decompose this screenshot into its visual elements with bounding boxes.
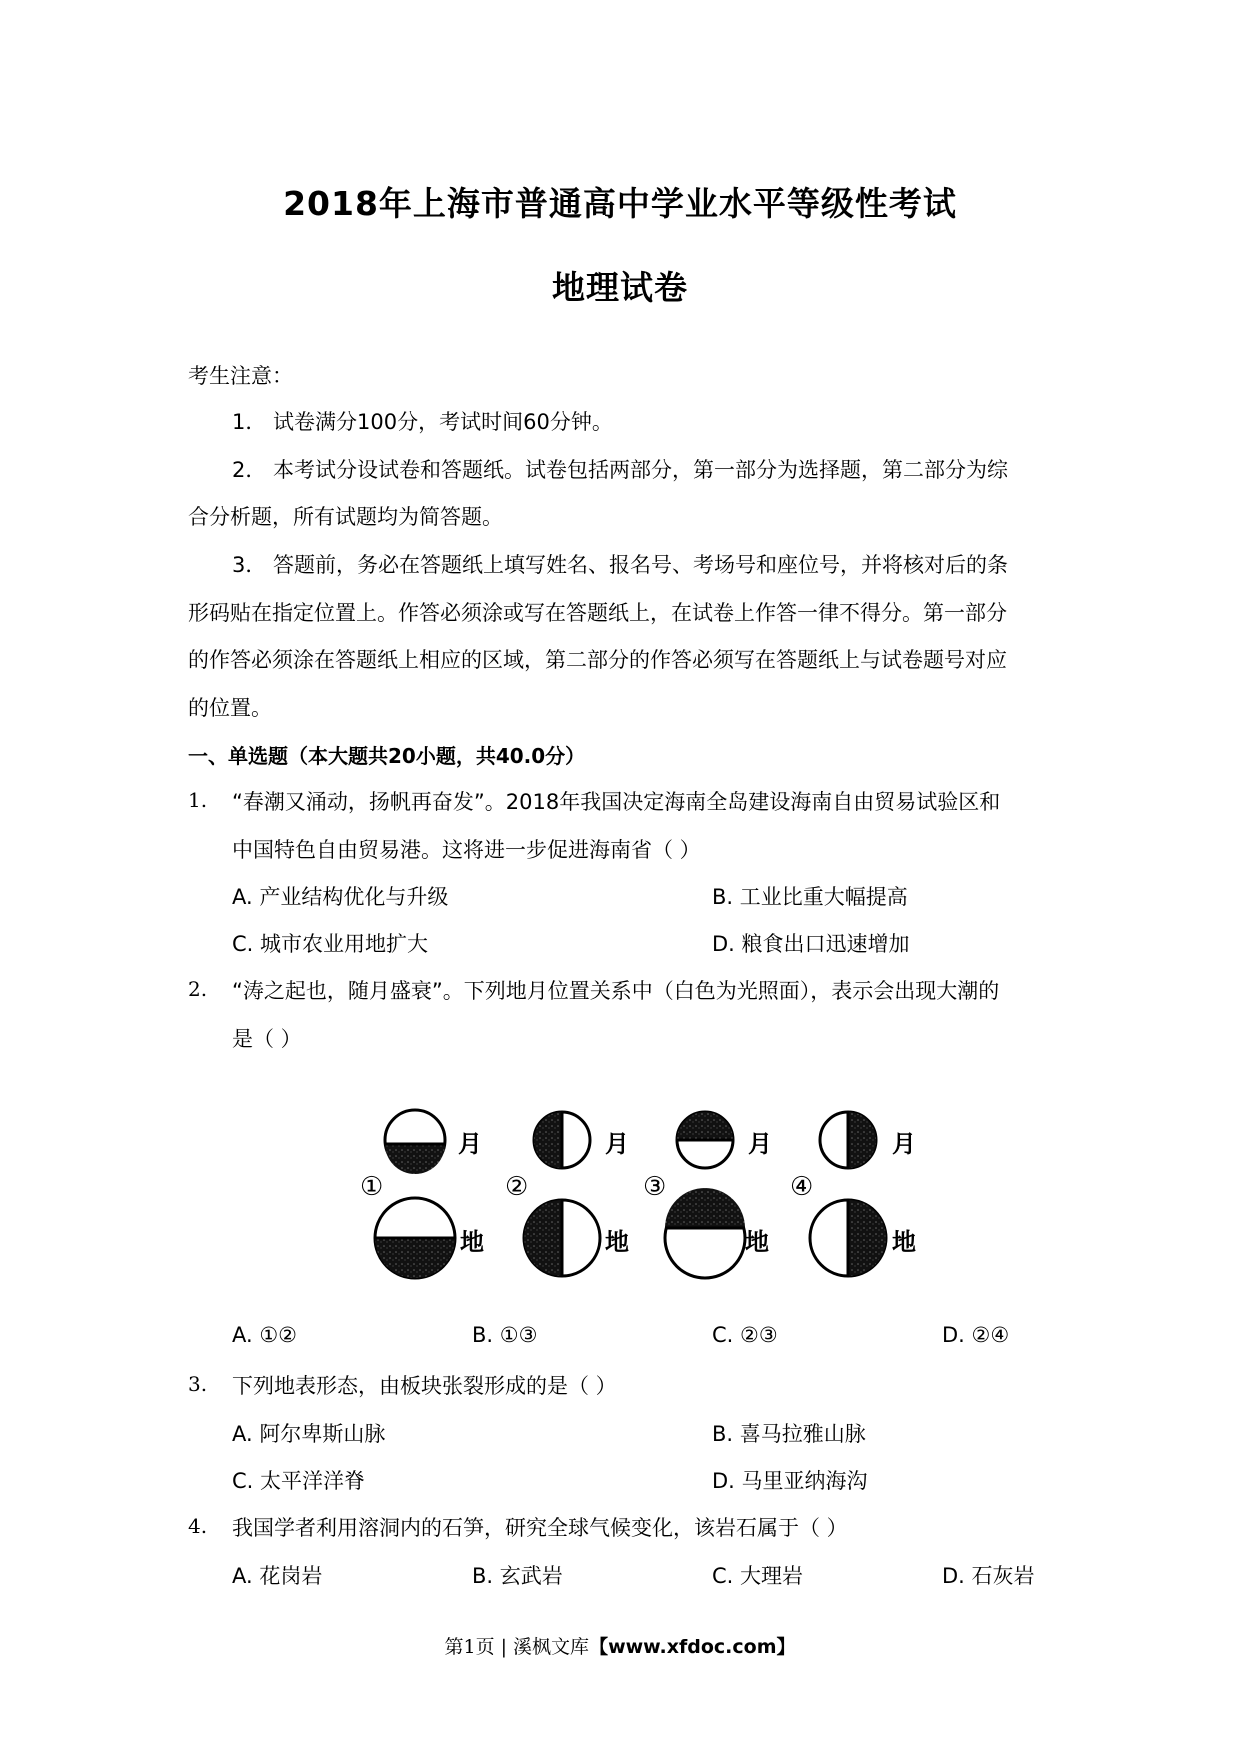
option-d[interactable]: D. 粮食出口迅速增加	[712, 932, 910, 956]
figure-option-4	[790, 1112, 916, 1276]
earth-label: 地	[605, 1228, 629, 1256]
option-b[interactable]: B. 喜马拉雅山脉	[712, 1422, 866, 1446]
option-c[interactable]: C. 太平洋洋脊	[232, 1469, 366, 1493]
option-d[interactable]: D. 马里亚纳海沟	[712, 1469, 868, 1493]
question-number: 1.	[188, 788, 208, 812]
earth-label: 地	[745, 1228, 769, 1256]
section-heading: 一、单选题（本大题共20小题，共40.0分）	[188, 744, 586, 768]
moon-label: 月	[892, 1130, 916, 1158]
moon-label: 月	[748, 1130, 772, 1158]
figure-option-3	[643, 1112, 772, 1278]
figure-option-2	[505, 1112, 629, 1276]
figure-label-1: ①	[360, 1172, 384, 1202]
question-stem-line: 是（ ）	[232, 1027, 302, 1051]
option-d[interactable]: D. 石灰岩	[942, 1564, 1035, 1588]
option-a[interactable]: A. 产业结构优化与升级	[232, 885, 449, 909]
question-number: 4.	[188, 1514, 208, 1538]
question-stem-line: 下列地表形态，由板块张裂形成的是（ ）	[232, 1374, 617, 1398]
figure-option-1	[360, 1110, 484, 1278]
notice-item-3-line3: 的作答必须涂在答题纸上相应的区域，第二部分的作答必须写在答题纸上与试卷题号对应	[188, 648, 1007, 672]
option-b[interactable]: B. ①③	[472, 1323, 538, 1347]
notice-item-3-line4: 的位置。	[188, 696, 272, 720]
notice-item-2-line1: 2． 本考试分设试卷和答题纸。试卷包括两部分，第一部分为选择题，第二部分为综	[232, 458, 1009, 482]
question-stem-line: 中国特色自由贸易港。这将进一步促进海南省（ ）	[232, 838, 701, 862]
question-number: 3.	[188, 1372, 208, 1396]
footer-page: 第1页 | 溪枫文库	[444, 1636, 590, 1658]
figure-label-4: ④	[790, 1172, 814, 1202]
notice-item-3-line1: 3． 答题前，务必在答题纸上填写姓名、报名号、考场号和座位号，并将核对后的条	[232, 553, 1009, 577]
moon-label: 月	[458, 1130, 482, 1158]
footer-site-link[interactable]: 【www.xfdoc.com】	[589, 1636, 796, 1658]
notice-heading: 考生注意：	[188, 364, 293, 388]
figure-label-3: ③	[643, 1172, 667, 1202]
option-d[interactable]: D. ②④	[942, 1323, 1010, 1347]
notice-item-1: 1． 试卷满分100分，考试时间60分钟。	[232, 410, 613, 434]
option-a[interactable]: A. 花岗岩	[232, 1564, 323, 1588]
moon-label: 月	[605, 1130, 629, 1158]
earth-label: 地	[892, 1228, 916, 1256]
question-stem-line: 我国学者利用溶洞内的石笋，研究全球气候变化，该岩石属于（ ）	[232, 1516, 848, 1540]
page-footer	[0, 1632, 1240, 1659]
option-a[interactable]: A. 阿尔卑斯山脉	[232, 1422, 386, 1446]
option-b[interactable]: B. 工业比重大幅提高	[712, 885, 908, 909]
earth-moon-figure	[340, 1100, 940, 1300]
option-c[interactable]: C. ②③	[712, 1323, 778, 1347]
option-b[interactable]: B. 玄武岩	[472, 1564, 563, 1588]
option-c[interactable]: C. 大理岩	[712, 1564, 804, 1588]
figure-label-2: ②	[505, 1172, 529, 1202]
question-stem-line: “涛之起也，随月盛衰”。下列地月位置关系中（白色为光照面），表示会出现大潮的	[232, 979, 1000, 1003]
exam-subject: 地理试卷	[552, 268, 688, 307]
option-a[interactable]: A. ①②	[232, 1323, 297, 1347]
earth-label: 地	[460, 1228, 484, 1256]
option-c[interactable]: C. 城市农业用地扩大	[232, 932, 429, 956]
question-number: 2.	[188, 977, 208, 1001]
exam-title: 2018年上海市普通高中学业水平等级性考试	[283, 184, 957, 223]
question-stem-line: “春潮又涌动，扬帆再奋发”。2018年我国决定海南全岛建设海南自由贸易试验区和	[232, 790, 1001, 814]
notice-item-3-line2: 形码贴在指定位置上。作答必须涂或写在答题纸上，在试卷上作答一律不得分。第一部分	[188, 601, 1007, 625]
notice-item-2-line2: 合分析题，所有试题均为简答题。	[188, 505, 503, 529]
